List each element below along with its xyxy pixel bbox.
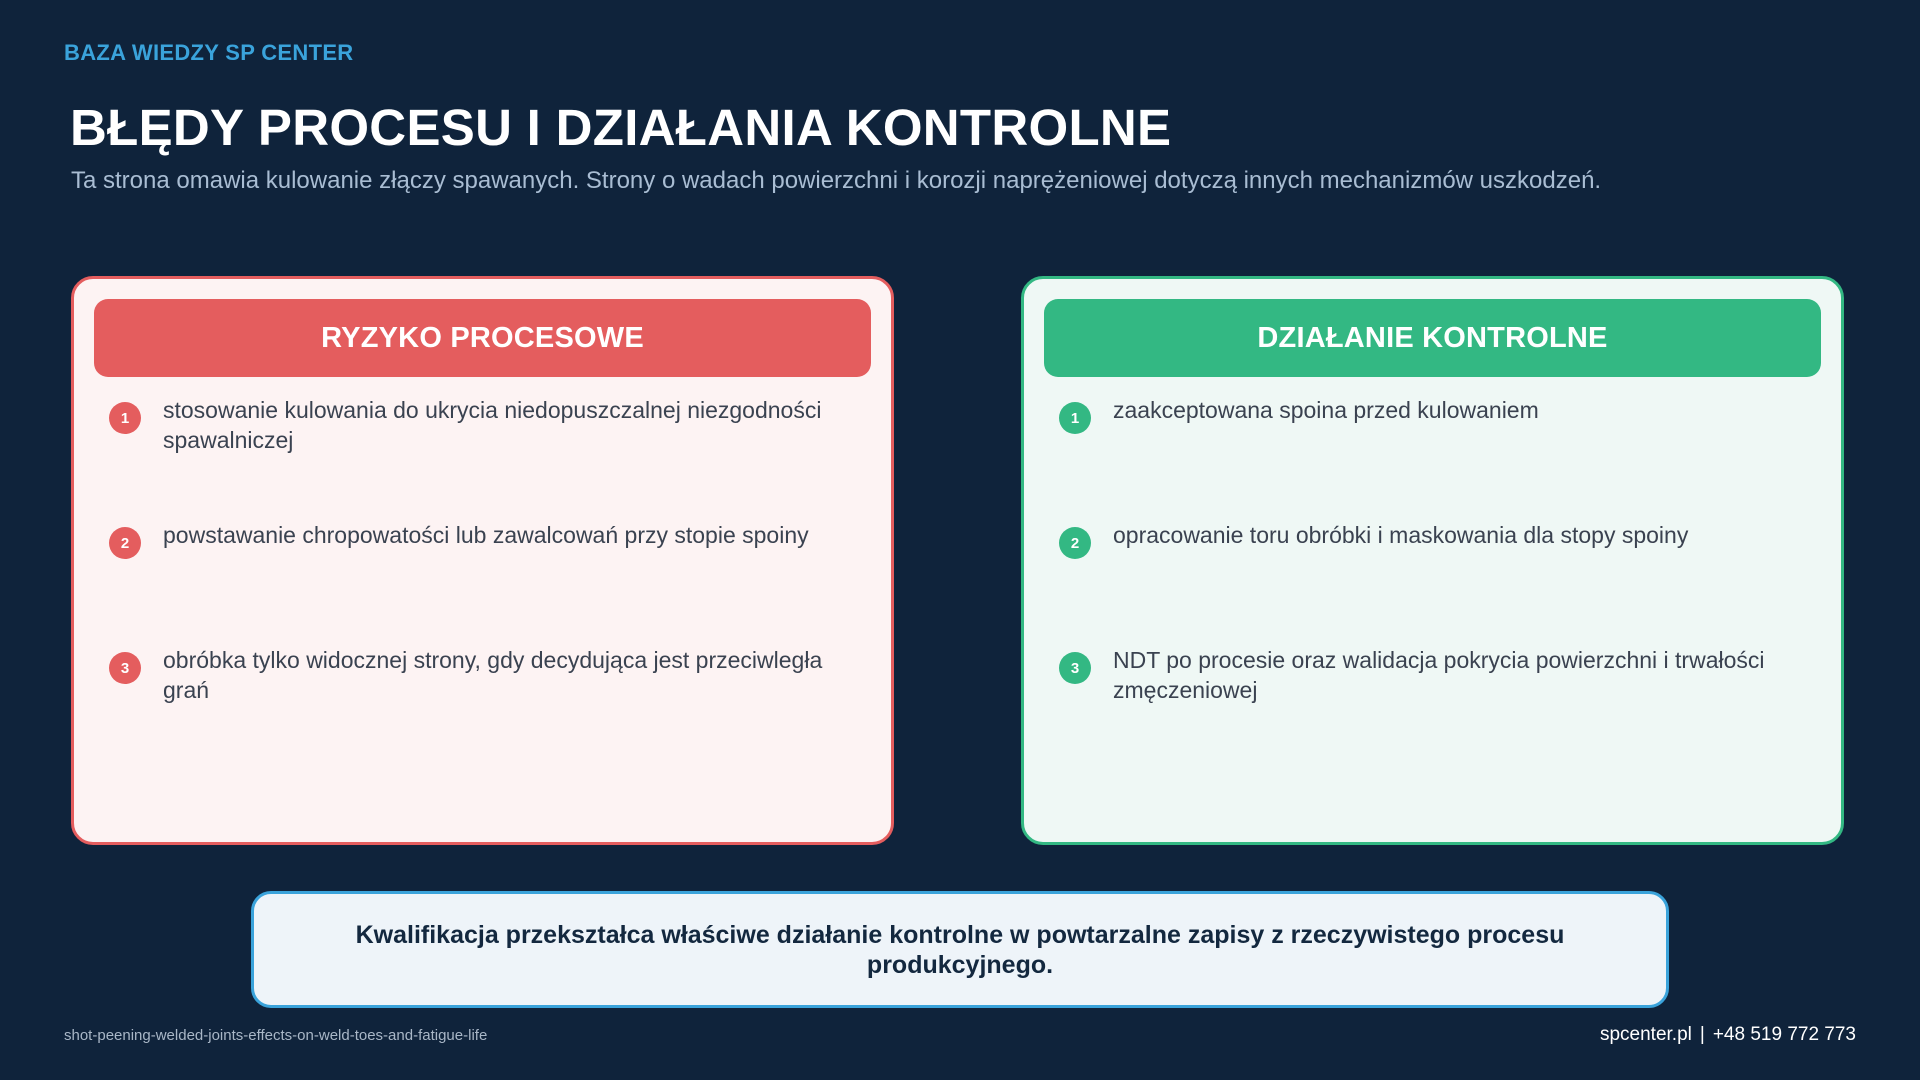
number-badge: 1 xyxy=(109,402,141,434)
risk-panel-title: RYZYKO PROCESOWE xyxy=(94,299,871,377)
qualification-note-text: Kwalifikacja przekształca właściwe działanie kontrolne w powtarzalne zapisy z rzeczywistego procesu produkcyjnego. xyxy=(355,920,1565,979)
risk-item-text: powstawanie chropowatości lub zawalcowań przy stopie spoiny xyxy=(163,522,809,548)
number-badge: 1 xyxy=(1059,402,1091,434)
control-item-text: opracowanie toru obróbki i maskowania dla stopy spoiny xyxy=(1113,522,1689,548)
page-slug: shot-peening-welded-joints-effects-on-weld-toes-and-fatigue-life xyxy=(64,1027,488,1044)
number-badge: 3 xyxy=(109,652,141,684)
number-badge: 2 xyxy=(109,527,141,559)
phone-number[interactable]: +48 519 772 773 xyxy=(1712,1024,1856,1045)
risk-item-text: obróbka tylko widocznej strony, gdy decydująca jest przeciwległa grań xyxy=(163,647,823,703)
risk-item-text: stosowanie kulowania do ukrycia niedopuszczalnej niezgodności spawalniczej xyxy=(163,397,822,453)
control-panel-title: DZIAŁANIE KONTROLNE xyxy=(1044,299,1821,377)
page-title: BŁĘDY PROCESU I DZIAŁANIA KONTROLNE xyxy=(70,99,1172,156)
risk-panel xyxy=(71,276,894,845)
qualification-note xyxy=(251,891,1669,1008)
website-link[interactable]: spcenter.pl xyxy=(1599,1024,1692,1045)
control-item-text: zaakceptowana spoina przed kulowaniem xyxy=(1113,397,1539,423)
page-subtitle: Ta strona omawia kulowanie złączy spawanych. Strony o wadach powierzchni i korozji naprężeniowej dotyczą innych mechanizmów uszkodzeń. xyxy=(71,167,1602,194)
control-panel xyxy=(1021,276,1844,845)
contact-info xyxy=(1600,1024,1856,1046)
kicker: BAZA WIEDZY SP CENTER xyxy=(64,40,354,65)
control-item-text: NDT po procesie oraz walidacja pokrycia powierzchni i trwałości zmęczeniowej xyxy=(1113,647,1765,703)
number-badge: 3 xyxy=(1059,652,1091,684)
contact-separator: | xyxy=(1699,1024,1705,1045)
number-badge: 2 xyxy=(1059,527,1091,559)
